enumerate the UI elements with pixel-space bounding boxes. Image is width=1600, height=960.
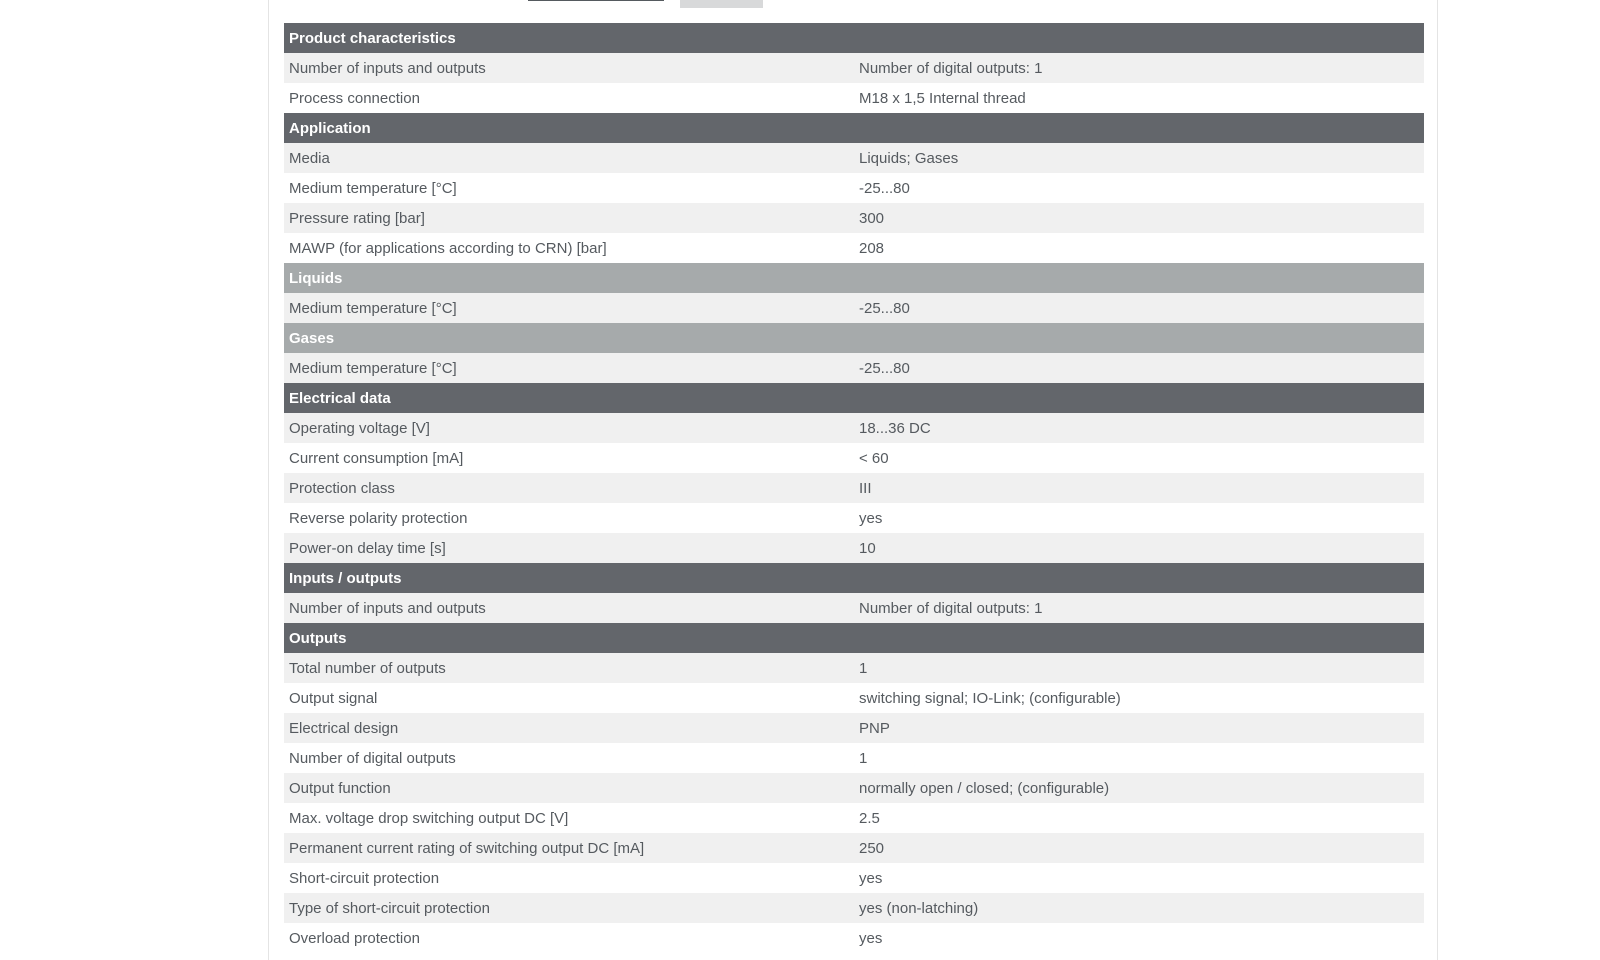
spec-label: Reverse polarity protection: [284, 503, 854, 533]
spec-label: Number of inputs and outputs: [284, 53, 854, 83]
active-tab-indicator[interactable]: [528, 0, 664, 1]
spec-row: [284, 653, 1424, 683]
spec-row: [284, 803, 1424, 833]
spec-row: [284, 53, 1424, 83]
spec-label: Medium temperature [°C]: [284, 293, 854, 323]
spec-value: yes: [854, 923, 1424, 953]
spec-value: switching signal; IO-Link; (configurable): [854, 683, 1424, 713]
section-title: Electrical data: [284, 383, 1424, 413]
section-header: [284, 23, 1424, 53]
spec-label: Pressure rating [bar]: [284, 203, 854, 233]
spec-row: [284, 833, 1424, 863]
spec-row: [284, 233, 1424, 263]
spec-value: -25...80: [854, 173, 1424, 203]
section-header: [284, 383, 1424, 413]
spec-row: [284, 173, 1424, 203]
spec-label: Number of inputs and outputs: [284, 593, 854, 623]
spec-row: [284, 713, 1424, 743]
spec-row: [284, 503, 1424, 533]
spec-label: Process connection: [284, 83, 854, 113]
spec-row: [284, 593, 1424, 623]
spec-label: Medium temperature [°C]: [284, 173, 854, 203]
section-title: Product characteristics: [284, 23, 1424, 53]
spec-table-body: [284, 23, 1424, 953]
spec-value: normally open / closed; (configurable): [854, 773, 1424, 803]
spec-value: 250: [854, 833, 1424, 863]
spec-row: [284, 893, 1424, 923]
spec-value: 10: [854, 533, 1424, 563]
spec-value: -25...80: [854, 353, 1424, 383]
spec-value: -25...80: [854, 293, 1424, 323]
spec-label: Max. voltage drop switching output DC [V]: [284, 803, 854, 833]
spec-row: [284, 683, 1424, 713]
section-title: Liquids: [284, 263, 1424, 293]
tab-button[interactable]: [680, 0, 763, 8]
spec-value: yes: [854, 863, 1424, 893]
spec-value: III: [854, 473, 1424, 503]
spec-row: [284, 923, 1424, 953]
spec-value: 1: [854, 653, 1424, 683]
spec-value: Number of digital outputs: 1: [854, 593, 1424, 623]
section-title: Application: [284, 113, 1424, 143]
spec-label: Number of digital outputs: [284, 743, 854, 773]
spec-row: [284, 743, 1424, 773]
section-header: [284, 563, 1424, 593]
spec-row: [284, 83, 1424, 113]
spec-label: Protection class: [284, 473, 854, 503]
spec-row: [284, 863, 1424, 893]
spec-label: Total number of outputs: [284, 653, 854, 683]
spec-value: PNP: [854, 713, 1424, 743]
spec-row: [284, 413, 1424, 443]
section-header: [284, 323, 1424, 353]
spec-label: Operating voltage [V]: [284, 413, 854, 443]
spec-value: yes: [854, 503, 1424, 533]
spec-value: 18...36 DC: [854, 413, 1424, 443]
spec-value: 300: [854, 203, 1424, 233]
spec-row: [284, 203, 1424, 233]
spec-row: [284, 773, 1424, 803]
spec-label: Power-on delay time [s]: [284, 533, 854, 563]
spec-value: yes (non-latching): [854, 893, 1424, 923]
product-spec-table: [284, 23, 1424, 953]
spec-label: Permanent current rating of switching output DC [mA]: [284, 833, 854, 863]
spec-label: Current consumption [mA]: [284, 443, 854, 473]
spec-row: [284, 293, 1424, 323]
spec-label: Output signal: [284, 683, 854, 713]
spec-row: [284, 353, 1424, 383]
spec-row: [284, 473, 1424, 503]
spec-label: Type of short-circuit protection: [284, 893, 854, 923]
spec-value: M18 x 1,5 Internal thread: [854, 83, 1424, 113]
spec-value: < 60: [854, 443, 1424, 473]
spec-value: 208: [854, 233, 1424, 263]
section-title: Gases: [284, 323, 1424, 353]
spec-label: Media: [284, 143, 854, 173]
spec-row: [284, 143, 1424, 173]
spec-value: 1: [854, 743, 1424, 773]
spec-label: Medium temperature [°C]: [284, 353, 854, 383]
spec-value: Number of digital outputs: 1: [854, 53, 1424, 83]
section-title: Outputs: [284, 623, 1424, 653]
spec-label: Electrical design: [284, 713, 854, 743]
spec-label: Overload protection: [284, 923, 854, 953]
spec-label: Short-circuit protection: [284, 863, 854, 893]
spec-label: Output function: [284, 773, 854, 803]
spec-row: [284, 443, 1424, 473]
section-header: [284, 623, 1424, 653]
section-title: Inputs / outputs: [284, 563, 1424, 593]
spec-value: 2.5: [854, 803, 1424, 833]
spec-row: [284, 533, 1424, 563]
section-header: [284, 113, 1424, 143]
spec-value: Liquids; Gases: [854, 143, 1424, 173]
section-header: [284, 263, 1424, 293]
spec-label: MAWP (for applications according to CRN) [bar]: [284, 233, 854, 263]
